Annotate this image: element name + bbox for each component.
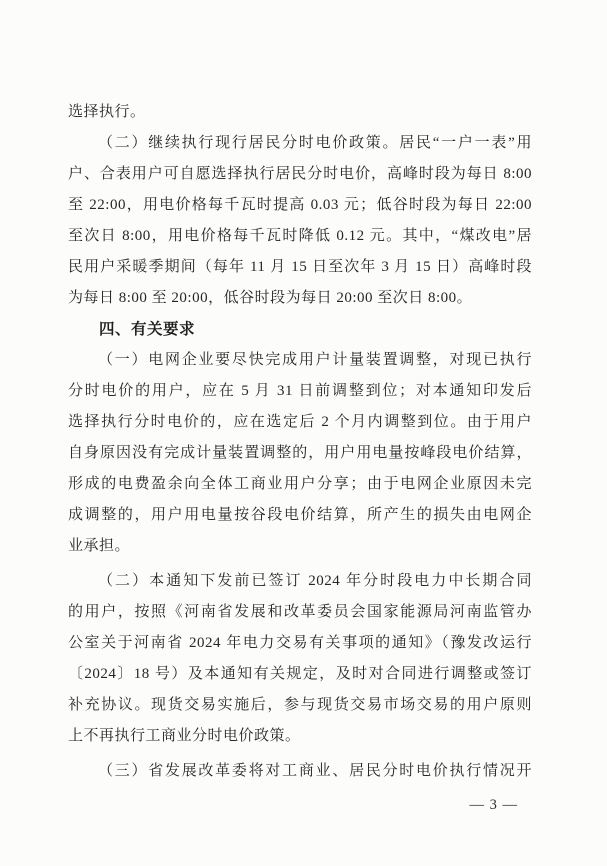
text-line: 至 22:00，用电价格每千瓦时提高 0.03 元；低谷时段为每日 22:00 [68,197,532,213]
text-line: （二）本通知下发前已签订 2024 年分时段电力中长期合同 [98,573,532,589]
text-line: 〔2024〕18 号）及本通知有关规定，及时对合同进行调整或签订 [68,666,532,682]
text-line: 为每日 8:00 至 20:00，低谷时段为每日 20:00 至次日 8:00。 [68,290,473,306]
text-line: 成调整的，用户用电量按谷段电价结算，所产生的损失由电网企 [68,507,532,523]
text-line: 自身原因没有完成计量装置调整的，用户用电量按峰段电价结算， [68,445,532,461]
text-line: （二）继续执行现行居民分时电价政策。居民“一户一表”用 [98,135,532,151]
text-line: （三）省发展改革委将对工商业、居民分时电价执行情况开 [98,763,532,779]
text-line: 选择执行。 [68,104,146,120]
document-body [68,97,532,821]
text-line: 民用户采暖季期间（每年 11 月 15 日至次年 3 月 15 日）高峰时段 [68,259,532,275]
text-line: 户、合表用户可自愿选择执行居民分时电价，高峰时段为每日 8:00 [68,166,532,182]
page-number: — 3 — [469,797,518,813]
text-line: 至次日 8:00，用电价格每千瓦时降低 0.12 元。其中，“煤改电”居 [68,228,532,244]
text-line: 分时电价的用户，应在 5 月 31 日前调整到位；对本通知印发后 [68,383,532,399]
text-line: 的用户，按照《河南省发展和改革委员会国家能源局河南监管办 [68,604,532,620]
text-line: （一）电网企业要尽快完成用户计量装置调整，对现已执行 [98,352,532,368]
text-line: 选择执行分时电价的，应在选定后 2 个月内调整到位。由于用户 [68,414,532,430]
text-line: 形成的电费盈余向全体工商业用户分享；由于电网企业原因未完 [68,476,532,492]
text-line: 补充协议。现货交易实施后，参与现货交易市场交易的用户原则 [68,697,532,713]
text-line: 业承担。 [68,538,131,554]
text-line: 公室关于河南省 2024 年电力交易有关事项的通知》（豫发改运行 [68,635,532,651]
text-line: 上不再执行工商业分时电价政策。 [68,728,301,744]
section-heading-requirements: 四、有关要求 [99,321,196,338]
